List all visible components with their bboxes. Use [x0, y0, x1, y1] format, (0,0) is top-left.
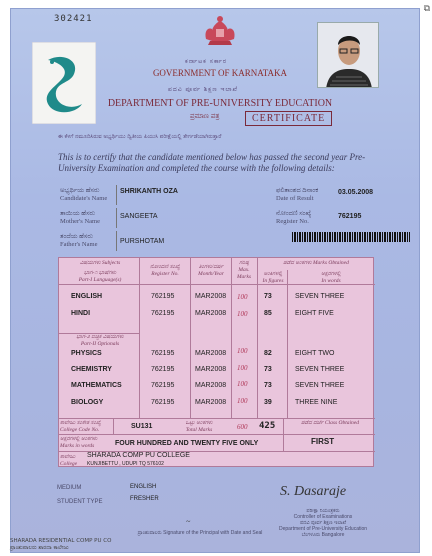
- header-words: ಅಕ್ಷರಗಳಲ್ಲಿ In words: [321, 271, 341, 284]
- header-regno: ನೋಂದಣಿ ಸಂಖ್ಯೆ Register No.: [150, 264, 180, 277]
- medium-value: ENGLISH: [130, 484, 157, 490]
- total-max: 600: [237, 423, 248, 431]
- certificate-kannada: ಪ್ರಮಾಣ ಪತ್ರ: [190, 113, 220, 120]
- name-label: ಅಭ್ಯರ್ಥಿಯ ಹೆಸರು Candidate's Name: [60, 187, 108, 202]
- intro-statement: This is to certify that the candidate mentioned below has passed the second year Pre-University Examination and completed the course with the following details:: [58, 152, 366, 173]
- controller-signature: S. Dasaraje: [280, 484, 347, 499]
- candidate-photo: [317, 22, 379, 88]
- college-code-label: ಕಾಲೇಜು ಸಂಕೇತ ಸಂಖ್ಯೆ College Code No.: [60, 420, 101, 433]
- college-address: KUNJIBETTU , UDUPI TQ 576102: [87, 461, 164, 467]
- father-name: PURSHOTAM: [120, 238, 165, 245]
- divider: [116, 231, 117, 251]
- total-obtained: 425: [259, 421, 276, 431]
- department-kannada: ಪದವಿ ಪೂರ್ವ ಶಿಕ್ಷಣ ಇಲಾಖೆ: [168, 86, 239, 93]
- divider: [116, 185, 117, 205]
- medium-label: MEDIUM: [57, 485, 82, 491]
- header-figures: ಅಂಕಿಗಳಲ್ಲಿ In figures: [262, 271, 284, 284]
- college-code: SU131: [131, 423, 153, 430]
- header-part1: ಭಾಗ-೧ ಭಾಷೆಗಳು Part-I Language(s): [78, 270, 122, 283]
- header-max: ಗರಿಷ್ಠ Max. Marks: [236, 260, 252, 280]
- date-of-result: 03.05.2008: [338, 189, 374, 196]
- serial-number: 302421: [54, 14, 93, 24]
- swan-logo-icon: [32, 42, 96, 124]
- department-title: DEPARTMENT OF PRE-UNIVERSITY EDUCATION: [107, 98, 333, 109]
- words-label: ಅಕ್ಷರಗಳಲ್ಲಿ ಅಂಕಗಳು Marks in words: [60, 436, 98, 449]
- mother-label: ತಾಯಿಯ ಹೆಸರು Mother's Name: [60, 210, 100, 225]
- certificate-title: CERTIFICATE: [245, 111, 332, 126]
- college-label: ಕಾಲೇಜು College: [60, 454, 78, 467]
- divider: [116, 208, 117, 228]
- college-seal-strip: SHARADA RESIDENTIAL COMP PU CO ಪ್ರಾಂಶುಪಾಲರು ಶಾರದಾ ಕಾಲೇಜು: [10, 538, 112, 551]
- header-subjects: ವಿಷಯಗಳು Subjects: [79, 260, 121, 266]
- class-label: ಪಡೆದ ದರ್ಜೆ Class Obtained: [301, 420, 359, 426]
- barcode: [292, 232, 410, 242]
- father-label: ತಂದೆಯ ಹೆಸರು Father's Name: [60, 233, 98, 248]
- college-name: SHARADA COMP PU COLLEGE: [87, 452, 190, 459]
- mother-name: SANGEETA: [120, 213, 158, 220]
- candidate-name: SHRIKANTH OZA: [120, 188, 178, 195]
- student-type-value: FRESHER: [130, 496, 159, 502]
- government-title: GOVERNMENT OF KARNATAKA: [152, 68, 288, 78]
- candidate-portrait-icon: [318, 23, 379, 88]
- student-type-label: STUDENT TYPE: [57, 499, 103, 505]
- header-month: ತಿಂಗಳು/ವರ್ಷ Month/Year: [198, 264, 224, 277]
- controller-block: ಪರೀಕ್ಷಾ ನಿಯಂತ್ರಕರು Controller of Examinations ಪದವಿ ಪೂರ್ವ ಶಿಕ್ಷಣ ಇಲಾಖೆ Department of Pre-University Education ಬೆಂಗಳೂರು Bangalore: [278, 508, 368, 538]
- class-obtained: FIRST: [311, 437, 335, 446]
- state-emblem-icon: [200, 13, 240, 53]
- scroll-handle-icon: ⧉: [423, 3, 430, 13]
- total-in-words: FOUR HUNDRED AND TWENTY FIVE ONLY: [115, 440, 259, 447]
- intro-kannada: ಈ ಕೆಳಗೆ ನಮೂದಿಸಿರುವ ಅಭ್ಯರ್ಥಿಯು ದ್ವಿತೀಯ ಪಿಯುಸಿ ಪರೀಕ್ಷೆಯಲ್ಲಿ ತೇರ್ಗಡೆಯಾಗಿರುತ್ತಾರೆ: [58, 134, 222, 140]
- header-obtained: ಪಡೆದ ಅಂಕಗಳು Marks Obtained: [283, 260, 349, 266]
- header-part2: ಭಾಗ-೨ ಐಚ್ಛಿಕ ವಿಷಯಗಳು Part-II Optionals: [76, 334, 124, 347]
- regno-label: ನೋಂದಣಿ ಸಂಖ್ಯೆ Register No.: [276, 210, 312, 225]
- principal-block: ಪ್ರಾಂಶುಪಾಲರು Signature of the Principal with Date and Seal: [137, 530, 263, 536]
- principal-signature-mark: ~: [186, 517, 191, 526]
- total-label: ಒಟ್ಟು ಅಂಕಗಳು Total Marks: [185, 420, 213, 433]
- state-kannada: ಕರ್ನಾಟಕ ಸರ್ಕಾರ: [185, 58, 228, 65]
- date-label: ಫಲಿತಾಂಶದ ದಿನಾಂಕ Date of Result: [276, 187, 319, 202]
- marks-table: ವಿಷಯಗಳು Subjects ಭಾಗ-೧ ಭಾಷೆಗಳು Part-I Language(s) ನೋಂದಣಿ ಸಂಖ್ಯೆ Register No. ತಿಂಗಳು/ವರ್ಷ Month/Year ಗರಿಷ್ಠ Max. Marks ಪಡೆದ ಅಂಕಗಳು Marks Obtained ಅಂಕಿಗಳಲ್ಲಿ In figures ಅಕ್ಷರಗಳಲ್ಲಿ In words ಭಾಗ-೨ ಐಚ್ಛಿಕ ವಿಷಯಗಳು Part-II Optionals ENGLISH 762195 MAR2008 100 73 SEVEN THREE HINDI 762195 MAR2008 100 85 EIGHT FIVE PHYSICS 762195 MAR2008 100 82 EIGHT TWO CHEMISTRY 762195 MAR2008 100 73 SEVEN THREE MATHEMATICS 762195 MAR2008 100 73 SEVEN THREE BIOLOGY 762195 MAR2008 100 39 THREE NINE ಕಾಲೇಜು ಸಂಕೇತ ಸಂಖ್ಯೆ College Code No. SU131 ಒಟ್ಟು ಅಂಕಗಳು Total Marks 600 425 ಪಡೆದ ದರ್ಜೆ Class Obtained ಅಕ್ಷರಗಳಲ್ಲಿ ಅಂಕಗಳು Marks in words FOUR HUNDRED AND TWENTY FIVE ONLY FIRST ಕಾಲೇಜು College SHARADA COMP PU COLLEGE KUNJIBETTU , UDUPI TQ 576102: [58, 257, 374, 467]
- register-number: 762195: [338, 213, 362, 220]
